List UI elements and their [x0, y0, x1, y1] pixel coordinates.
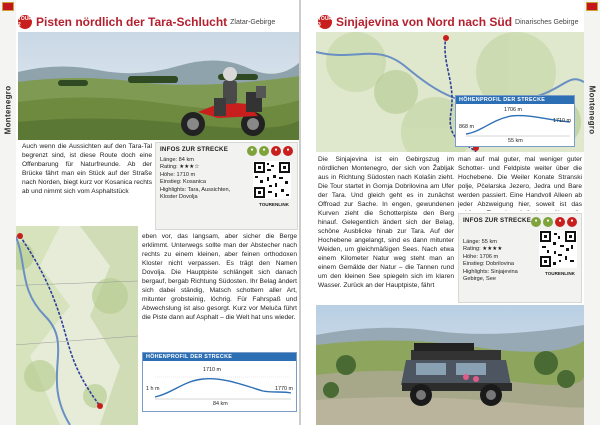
- hiking-icon: ●: [247, 146, 257, 156]
- paragraph: Auch wenn die Aussichten auf den Tara-Tal begrenzt sind, ist diese Route doch eine Offenbarung für Naturfreunde. Ab der Brücke fährt man ein Stück auf der Straße nach Norden, biegt kurz vor Kosanica rechts ab und nimmt sich vom Asphaltstück: [22, 143, 152, 195]
- body-text-left-1: [22, 142, 152, 226]
- paragraph: man auf mal guter, mal weniger guter Schotter- und Feldpiste weiter über die Hochebene. Die Weiler Konate Stranski polje, Pčelarska Jezero, Jedra und Bare werden passiert. Eine Handvoll Alleen ab jeder Abzweigung hier, soweit ist das: [458, 156, 582, 208]
- tour-badge-icon: TOUR 3: [317, 16, 333, 28]
- qr-label: TOURENLINK: [544, 271, 575, 276]
- motorbike-icon: ●: [283, 146, 293, 156]
- side-strip-right: [584, 0, 600, 425]
- elevation-start-label: 868 m: [459, 124, 474, 130]
- montenegro-flag-icon: [586, 2, 598, 11]
- info-line: Rating: ★★★★: [463, 246, 503, 252]
- info-line: Highlights: Sinjajevina Gebirge, See: [463, 268, 518, 282]
- qr-label: TOURENLINK: [258, 202, 289, 207]
- tour-title-bar: [318, 14, 580, 30]
- info-box-right: [458, 213, 582, 303]
- tour-title: Sinjajevina von Nord nach Süd: [336, 15, 513, 29]
- motorbike-icon: ●: [567, 217, 577, 227]
- tour-title-bar: [18, 14, 298, 30]
- info-line: Highlights: Tara, Aussichten, Kloster Dovolja: [160, 186, 231, 200]
- info-line: Einstieg: Kosanica: [160, 179, 207, 185]
- tour-badge-icon: TOUR 2: [17, 16, 33, 28]
- info-line: Höhe: 1710 m: [160, 171, 196, 178]
- side-label-country: Montenegro: [587, 85, 597, 135]
- montenegro-flag-icon: [2, 2, 14, 11]
- info-icon-row: [531, 217, 577, 227]
- nature-icon: ●: [543, 217, 553, 227]
- info-icon-row: [247, 146, 293, 156]
- info-line: Höhe: 1706 m: [463, 253, 499, 260]
- nature-icon: ●: [259, 146, 269, 156]
- difficulty-icon: ●: [271, 146, 281, 156]
- body-text-right-1: [318, 155, 454, 315]
- book-gutter: [299, 0, 301, 425]
- elevation-peak-label: 1706 m: [504, 107, 522, 113]
- paragraph: Die Sinjajevina ist ein Gebirgszug im nördlichen Montenegro, der sich von Žabljak aus in Richtung Südosten nach Kolašin zieht. Die Tour startet in Gornja Dobrilovina am Ufer der Tara. Und gleich geht es in zunächst Offroad zur Sache. In engen, gewundenen Kurven zieht die Schotterpiste den Berg hinauf. Gelegentlich ändert sich der Belag, schöne Ausblicke hinab zur Tara. Auf der Hochebene angelangt, sind es dann mitunter Weiden, um gleichmäßigen Sees. Nach etwa einem Kilometer Natur weg steht man an einem Gemälde der Natur – die Tannen rund um den kleinen See spiegeln sich im klaren Wasser. Zurück an der Hauptpiste, fährt: [318, 156, 454, 289]
- elevation-heading: HÖHENPROFIL DER STRECKE: [456, 96, 574, 104]
- tour-title: Pisten nördlich der Tara-Schlucht: [36, 15, 228, 29]
- motorbike-photo: [18, 32, 300, 140]
- paragraph: eben vor, das langsam, aber sicher die Berge erklimmt. Unterwegs sollte man der Abstecher nach rechts zu einem kleinen, aber feinen orthodoxen Kloster nicht verpassen. Es trägt den Namen Dovolja. Die Hauptpiste schlängelt sich danach bergauf, bergab Richtung Südosten. Ihr Belag ändert sich dabei ständig, Matsch schottern aller Art, mitunter grobsteinig, löchrig. Für Fahrspaß und Abwechslung ist also gesorgt. Kurz vor Meluča führt die Piste dann auf Asphalt – die Welt hat uns wieder.: [142, 233, 297, 321]
- side-strip-left: [0, 0, 16, 425]
- elevation-distance-label: 55 km: [508, 138, 523, 144]
- body-text-left-2: [142, 232, 297, 350]
- page-right: [300, 0, 600, 425]
- elevation-end-label: 1710 m: [553, 118, 571, 124]
- info-line: Rating: ★★★☆: [160, 164, 200, 170]
- side-label-country: Montenegro: [3, 85, 13, 135]
- info-heading: INFOS ZUR STRECKE: [463, 217, 532, 224]
- tour-subtitle: Zlatar-Gebirge: [230, 18, 276, 26]
- info-heading: INFOS ZUR STRECKE: [160, 146, 229, 153]
- elevation-end-label: 1770 m: [275, 386, 293, 392]
- info-line: Länge: 84 km: [160, 156, 194, 163]
- info-line: Einstieg: Dobrilovina: [463, 261, 514, 267]
- elevation-peak-label: 1710 m: [203, 367, 221, 373]
- elevation-start-label: 1 h m: [146, 386, 160, 392]
- hiking-icon: ●: [531, 217, 541, 227]
- truck-photo: [316, 305, 584, 425]
- info-box-left: [155, 142, 298, 230]
- tour-subtitle: Dinarisches Gebirge: [515, 18, 579, 26]
- body-text-right-2: [458, 155, 582, 211]
- route-map: [0, 226, 138, 425]
- qr-code-icon[interactable]: [539, 230, 577, 268]
- difficulty-icon: ●: [555, 217, 565, 227]
- elevation-distance-label: 84 km: [213, 401, 228, 407]
- elevation-profile-right: [455, 95, 575, 147]
- elevation-profile-left: [142, 352, 297, 412]
- qr-code-icon[interactable]: [253, 161, 291, 199]
- elevation-heading: HÖHENPROFIL DER STRECKE: [143, 353, 296, 361]
- info-line: Länge: 55 km: [463, 238, 497, 245]
